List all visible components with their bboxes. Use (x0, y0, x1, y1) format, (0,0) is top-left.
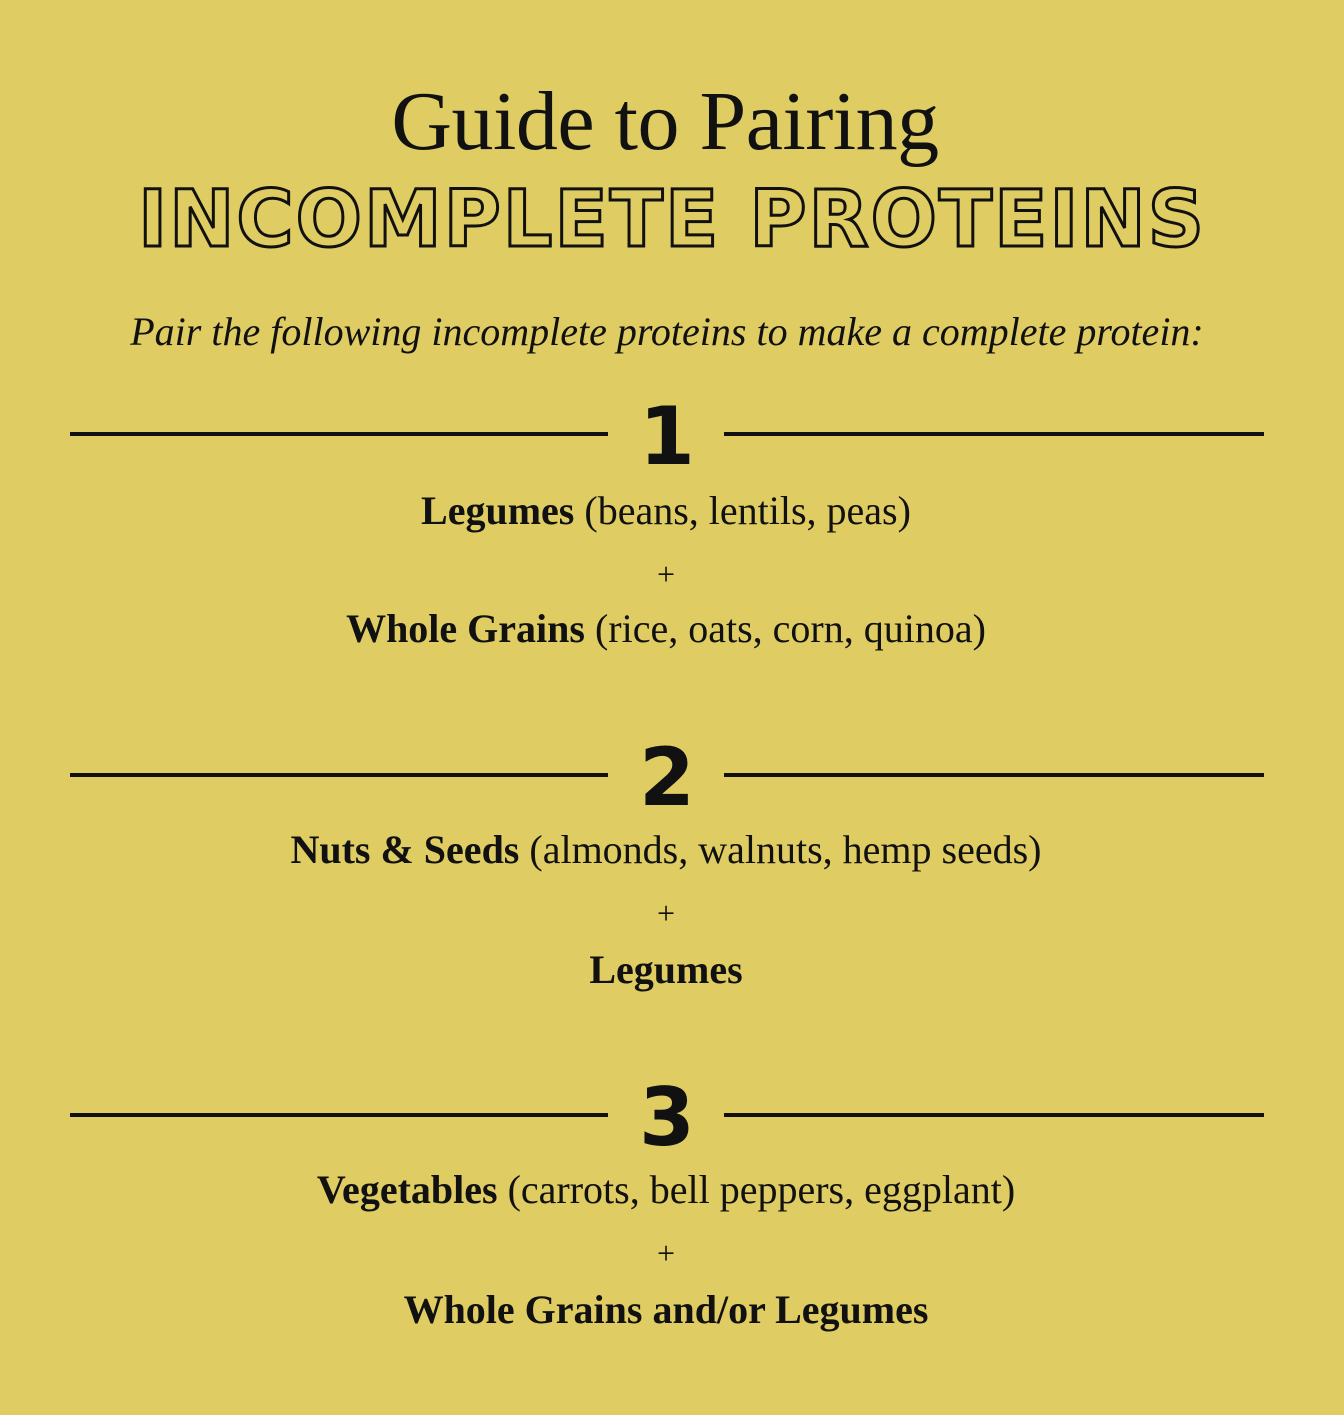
food-group-examples: (beans, lentils, peas) (584, 488, 911, 533)
food-group-name: Legumes (421, 488, 575, 533)
food-group-examples: (carrots, bell peppers, eggplant) (507, 1167, 1016, 1212)
plus-sign: + (656, 1235, 676, 1271)
section-number: 3 (639, 1071, 695, 1164)
food-group-name: Whole Grains (346, 606, 585, 651)
food-group-examples: (rice, oats, corn, quinoa) (594, 606, 986, 651)
second-food-group (0, 1285, 1332, 1335)
plus-sign: + (656, 556, 676, 592)
divider-left (70, 432, 608, 436)
food-group-name: Legumes (589, 947, 743, 992)
page-title-outline: INCOMPLETE PROTEINS (138, 175, 1206, 265)
divider-left (70, 1113, 608, 1117)
divider-right (724, 1113, 1264, 1117)
food-group-examples: (almonds, walnuts, hemp seeds) (529, 827, 1042, 872)
first-food-group (0, 486, 1332, 536)
food-group-name: Nuts & Seeds (290, 827, 520, 872)
food-group-name: Vegetables (316, 1167, 498, 1212)
plus-sign: + (656, 895, 676, 931)
divider-right (724, 432, 1264, 436)
food-group-name: Whole Grains and/or Legumes (403, 1287, 929, 1332)
first-food-group (0, 1165, 1332, 1215)
section-number: 2 (639, 731, 695, 824)
second-food-group (0, 604, 1332, 654)
first-food-group (0, 825, 1332, 875)
divider-right (724, 773, 1264, 777)
second-food-group (0, 945, 1332, 995)
divider-left (70, 773, 608, 777)
subtitle: Pair the following incomplete proteins to make a complete protein: (130, 309, 1204, 354)
section-number: 1 (639, 390, 695, 483)
page-title: Guide to Pairing (391, 75, 939, 168)
